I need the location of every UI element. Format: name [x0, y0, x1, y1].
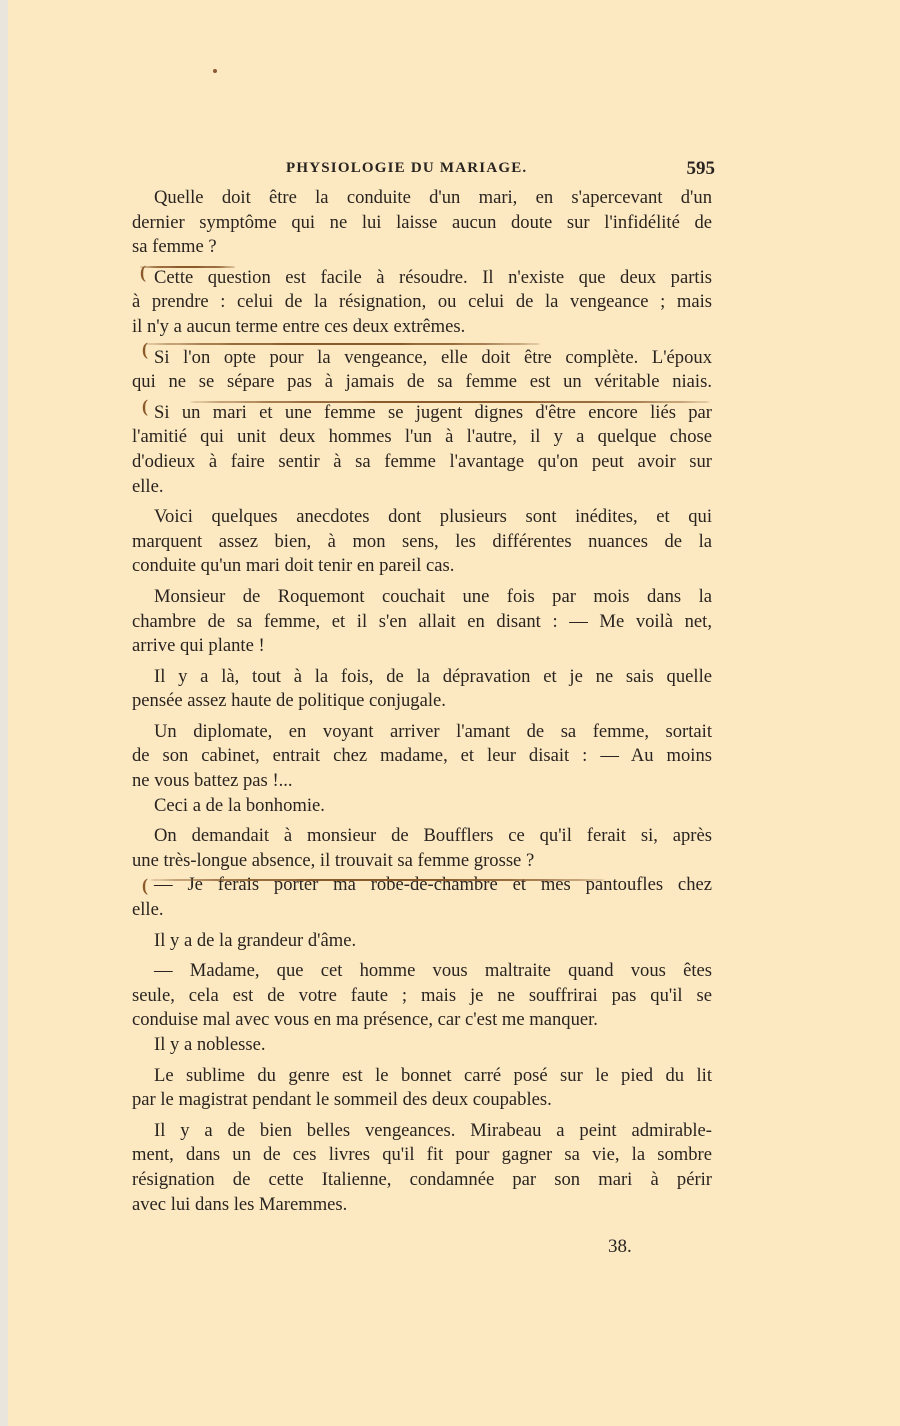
text-line: — Madame, que cet homme vous maltraite quand vous êtes: [154, 960, 712, 982]
text-line: Le sublime du genre est le bonnet carré posé sur le pied du lit: [154, 1064, 712, 1086]
text-line: Il y a noblesse.: [154, 1034, 266, 1055]
text-line: par le magistrat pendant le sommeil des deux coupables.: [132, 1089, 552, 1111]
page-header: [130, 160, 715, 184]
text-line: marquent assez bien, à mon sens, les différentes nuances de la: [132, 530, 712, 552]
annotation-underline: [190, 401, 710, 403]
text-line: sa femme ?: [132, 236, 217, 258]
text-line: l'amitié qui unit deux hommes l'un à l'autre, il y a quelque chose: [132, 426, 712, 448]
text-line: il n'y a aucun terme entre ces deux extrêmes.: [132, 315, 466, 337]
text-line: Monsieur de Roquemont couchait une fois par mois dans la: [154, 585, 712, 607]
text-line: conduise mal avec vous en ma présence, car c'est me manquer.: [132, 1009, 598, 1031]
text-line: Il y a de la grandeur d'âme.: [154, 929, 357, 951]
text-line: ne vous battez pas !...: [132, 770, 293, 792]
annotation-underline: [145, 343, 540, 345]
text-line: Un diplomate, en voyant arriver l'amant de sa femme, sortait: [154, 720, 712, 742]
annotation-underline: [140, 266, 235, 268]
text-line: Cette question est facile à résoudre. Il n'existe que deux partis: [154, 266, 712, 288]
text-line: Si l'on opte pour la vengeance, elle doit être complète. L'époux: [154, 346, 712, 368]
annotation-bracket: (: [142, 875, 148, 895]
paper-spot: [213, 69, 217, 73]
text-line: une très-longue absence, il trouvait sa femme grosse ?: [132, 849, 535, 871]
annotation-bracket: (: [142, 396, 148, 416]
text-line: résignation de cette Italienne, condamnée par son mari à périr: [132, 1168, 712, 1190]
text-line: — Je ferais porter ma robe-de-chambre et mes pantoufles chez: [154, 874, 712, 896]
text-line: chambre de sa femme, et il s'en allait en disant : — Me voilà net,: [132, 610, 712, 632]
annotation-bracket: (: [142, 339, 148, 359]
text-line: elle.: [132, 475, 164, 497]
text-line: pensée assez haute de politique conjugale.: [132, 690, 446, 712]
text-line: Ceci a de la bonhomie.: [154, 794, 325, 816]
running-title: PHYSIOLOGIE DU MARIAGE.: [286, 160, 528, 176]
text-line: arrive qui plante !: [132, 635, 265, 657]
annotation-bracket: (: [140, 262, 146, 282]
text-line: qui ne se sépare pas à jamais de sa femme est un véritable niais.: [132, 371, 712, 393]
text-line: d'odieux à faire sentir à sa femme l'avantage qu'on peut avoir sur: [132, 450, 712, 472]
text-line: dernier symptôme qui ne lui laisse aucun doute sur l'infidélité de: [132, 211, 712, 233]
body-text: [132, 186, 712, 1217]
text-line: elle.: [132, 899, 164, 921]
text-line: Voici quelques anecdotes dont plusieurs sont inédites, et qui: [154, 506, 712, 528]
text-line: Il y a de bien belles vengeances. Mirabeau a peint admirable-: [154, 1119, 712, 1141]
text-line: seule, cela est de votre faute ; mais je ne souffrirai pas qu'il se: [132, 984, 712, 1006]
text-line: Quelle doit être la conduite d'un mari, en s'apercevant d'un: [154, 187, 712, 208]
text-line: On demandait à monsieur de Boufflers ce qu'il ferait si, après: [154, 825, 712, 847]
text-line: Il y a là, tout à la fois, de la dépravation et je ne sais quelle: [154, 665, 712, 687]
annotation-underline: [150, 879, 605, 881]
text-line: ment, dans un de ces livres qu'il fit pour gagner sa vie, la sombre: [132, 1144, 712, 1166]
text-line: Si un mari et une femme se jugent dignes d'être encore liés par: [154, 401, 712, 423]
signature-mark: 38.: [608, 1236, 632, 1257]
scan-edge: [0, 0, 8, 1426]
text-line: avec lui dans les Maremmes.: [132, 1193, 348, 1215]
text-line: conduite qu'un mari doit tenir en pareil cas.: [132, 555, 455, 577]
text-line: à prendre : celui de la résignation, ou celui de la vengeance ; mais: [132, 291, 712, 313]
text-line: de son cabinet, entrait chez madame, et leur disait : — Au moins: [132, 745, 712, 767]
page-number: 595: [686, 158, 715, 179]
